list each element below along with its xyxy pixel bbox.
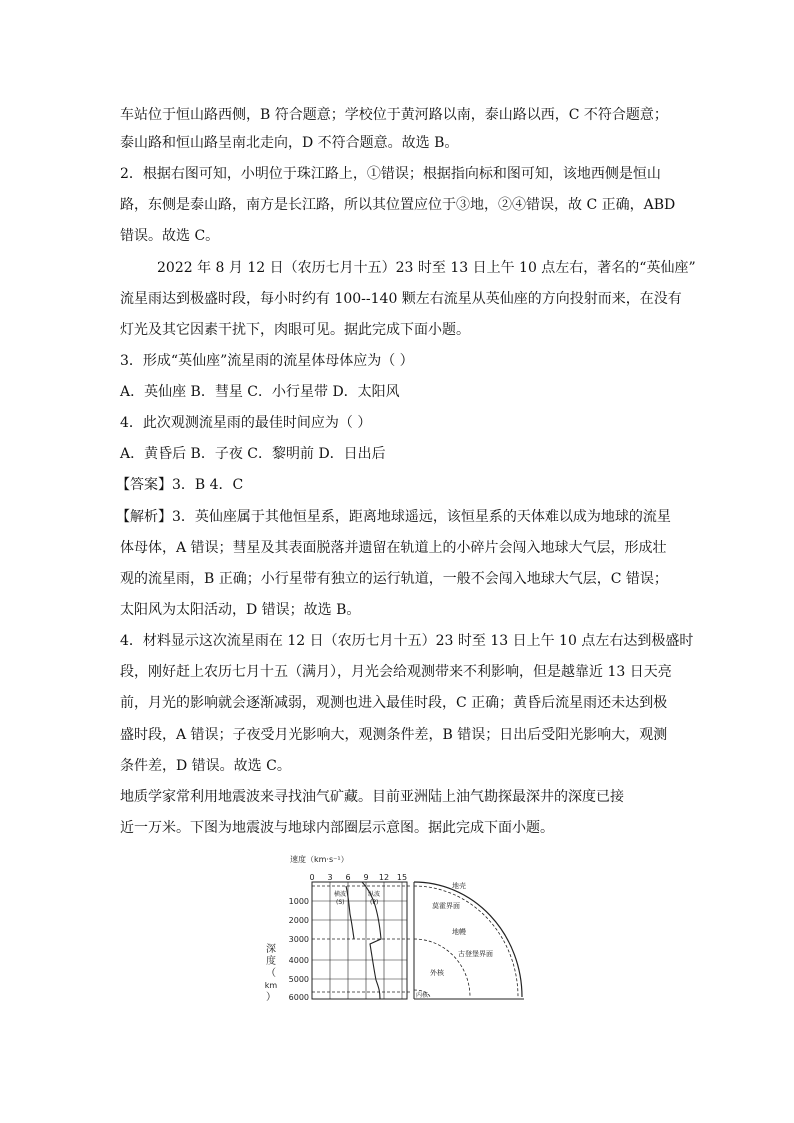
paragraph-line: 段，刚好赶上农历七月十五（满月），月光会给观测带来不利影响，但是越靠近 13 日天亮 xyxy=(120,664,672,680)
moho-label: 莫霍界面 xyxy=(432,902,460,910)
speed-tick: 0 xyxy=(309,873,315,882)
question-3: 3．形成“英仙座”流星雨的流星体母体应为（ ） xyxy=(120,353,414,369)
crust-label: 地壳 xyxy=(452,882,466,890)
depth-tick: 4000 xyxy=(288,956,309,965)
chart-frame xyxy=(312,882,407,999)
p-wave-label: (P) xyxy=(370,899,379,906)
speed-tick: 6 xyxy=(345,873,351,882)
paragraph-line: 体母体，A 错误；彗星及其表面脱落并遗留在轨道上的小碎片会闯入地球大气层，形成壮 xyxy=(120,540,667,556)
speed-tick: 9 xyxy=(363,873,369,882)
paragraph-line: 太阳风为太阳活动，D 错误；故选 B。 xyxy=(120,602,361,618)
speed-tick: 12 xyxy=(378,873,390,882)
depth-tick: 1000 xyxy=(288,897,309,906)
paragraph-line: 2022 年 8 月 12 日（农历七月十五）23 时至 13 日上午 10 点左右，著名的“英仙座” xyxy=(157,260,696,276)
paragraph-line: 条件差，D 错误。故选 C。 xyxy=(120,758,291,774)
speed-tick: 15 xyxy=(396,873,408,882)
paragraph-line: 泰山路和恒山路呈南北走向，D 不符合题意。故选 B。 xyxy=(120,135,459,151)
analysis-line: 【解析】3．英仙座属于其他恒星系，距离地球遥远，该恒星系的天体难以成为地球的流星 xyxy=(116,509,671,525)
depth-label-char: （ xyxy=(266,968,276,979)
depth-label-char: 度 xyxy=(266,956,276,967)
outer-core-label: 外核 xyxy=(430,969,444,977)
depth-tick: 5000 xyxy=(288,975,309,984)
paragraph-line: 灯光及其它因素干扰下，肉眼可见。据此完成下面小题。 xyxy=(120,322,470,338)
answer-line: 【答案】3．B 4．C xyxy=(116,477,244,493)
depth-label-char: ） xyxy=(266,992,276,1003)
gutenberg-label: 古登堡界面 xyxy=(458,950,493,958)
s-wave-label: (S) xyxy=(336,899,345,906)
s-wave-label: 横波 xyxy=(334,891,347,898)
gutenberg-arc xyxy=(414,939,470,997)
seismic-wave-diagram xyxy=(262,852,532,1012)
paragraph-line: 错误。故选 C。 xyxy=(120,228,220,244)
paragraph-line: 地质学家常利用地震波来寻找油气矿藏。目前亚洲陆上油气勘探最深井的深度已接 xyxy=(120,789,624,805)
mantle-label: 地幔 xyxy=(452,928,466,936)
depth-label-char: km xyxy=(264,981,278,990)
crust-arc xyxy=(414,882,522,997)
paragraph-line: 近一万米。下图为地震波与地球内部圈层示意图。据此完成下面小题。 xyxy=(120,820,554,836)
speed-axis-label: 速度（km·s⁻¹） xyxy=(290,855,349,864)
seismic-wave-figure xyxy=(262,852,532,1012)
p-wave-label: 纵波 xyxy=(368,891,381,898)
question-3-options: A．英仙座 B．彗星 C．小行星带 D．太阳风 xyxy=(120,384,400,400)
depth-tick: 3000 xyxy=(288,935,309,944)
depth-label-char: 深 xyxy=(266,944,276,955)
depth-tick: 2000 xyxy=(288,916,309,925)
paragraph-line: 观的流星雨，B 正确；小行星带有独立的运行轨道，一般不会闯入地球大气层，C 错误； xyxy=(120,571,668,587)
paragraph-line: 2．根据右图可知，小明位于珠江路上，①错误；根据指向标和图可知，该地西侧是恒山 xyxy=(120,166,661,182)
s-wave-curve xyxy=(346,886,354,939)
paragraph-line: 4．材料显示这次流星雨在 12 日（农历七月十五）23 时至 13 日上午 10 点左右达到极盛时 xyxy=(120,633,694,649)
paragraph-line: 盛时段，A 错误；子夜受月光影响大，观测条件差，B 错误；日出后受阳光影响大，观测 xyxy=(120,727,668,743)
paragraph-line: 车站位于恒山路西侧，B 符合题意；学校位于黄河路以南，泰山路以西，C 不符合题意； xyxy=(120,107,668,123)
paragraph-line: 流星雨达到极盛时段，每小时约有 100--140 颗左右流星从英仙座的方向投射而来，在没有 xyxy=(120,291,682,307)
speed-tick: 3 xyxy=(327,873,333,882)
grid-lines xyxy=(312,882,407,999)
question-4: 4．此次观测流星雨的最佳时间应为（ ） xyxy=(120,415,372,431)
paragraph-line: 前，月光的影响就会逐渐减弱，观测也进入最佳时段，C 正确；黄昏后流星雨还未达到极 xyxy=(120,695,668,711)
depth-tick: 6000 xyxy=(288,993,309,1002)
paragraph-line: 路，东侧是泰山路，南方是长江路，所以其位置应位于③地，②④错误，故 C 正确，ABD xyxy=(120,197,676,213)
question-4-options: A．黄昏后 B．子夜 C．黎明前 D．日出后 xyxy=(120,446,386,462)
inner-core-label: 内核 xyxy=(416,992,429,999)
